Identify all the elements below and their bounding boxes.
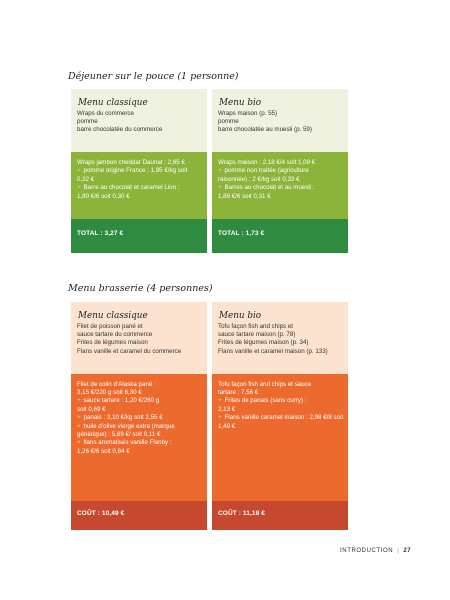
page-number: 27 — [403, 548, 412, 554]
section-title-brasserie: Menu brasserie (4 personnes) — [68, 283, 213, 294]
section-title-dejeuner: Déjeuner sur le pouce (1 personne) — [68, 71, 239, 82]
menu-table-brasserie — [71, 302, 348, 530]
cost-line: + pomme non traitée (agriculture — [218, 167, 309, 175]
menu-description-cell — [71, 89, 207, 152]
menu-item: barre chocolatée du commerce — [77, 126, 163, 134]
cost-line: + pomme origine France : 1,95 €/kg soit — [77, 167, 188, 175]
plus-icon: + — [77, 183, 81, 191]
cost-line: + Flans vanille caramel maison : 2,98 €/8 soit — [218, 414, 344, 422]
menu-item: Flans vanille et caramel du commerce — [77, 347, 182, 355]
menu-name: Menu bio — [219, 311, 262, 321]
menu-total-cell — [71, 501, 207, 530]
plus-icon: + — [77, 439, 81, 447]
cost-line: générique) : 5,89 €/ soit 0,11 € — [77, 431, 161, 439]
column-bio — [212, 89, 348, 253]
menu-cost-cell — [71, 374, 207, 501]
cost-line: soit 0,69 € — [77, 405, 106, 413]
plus-icon: + — [77, 414, 81, 422]
menu-description-cell — [71, 302, 207, 374]
cost-line: 1,26 €/6 soit 0,84 € — [77, 448, 130, 456]
plus-icon: + — [218, 414, 222, 422]
menu-item: Wraps maison (p. 55) — [218, 110, 278, 118]
cost-line: 1,49 € — [218, 422, 236, 430]
cost-line: + Barre au chocolat et caramel Lion : — [77, 183, 180, 191]
menu-total: COÛT : 10,49 € — [77, 510, 125, 517]
menu-item: Flans vanille et caramel maison (p. 133) — [218, 347, 328, 355]
menu-name: Menu classique — [78, 98, 148, 108]
menu-item: barre chocolatée au muesli (p. 59) — [218, 126, 312, 134]
cost-line: tartare : 7,56 € — [218, 389, 259, 397]
menu-name: Menu classique — [78, 311, 148, 321]
menu-cost-cell — [212, 374, 348, 501]
cost-line: 1,80 €/6 soit 0,30 € — [77, 192, 130, 200]
menu-total-cell — [212, 219, 348, 253]
menu-item: sauce tartare maison (p. 78) — [218, 331, 296, 339]
menu-item: Wraps du commerce — [77, 110, 134, 118]
footer-label: INTRODUCTION — [340, 548, 394, 554]
menu-total-cell — [212, 501, 348, 530]
menu-item: Frites de légumes maison — [77, 339, 148, 347]
column-classic — [71, 89, 207, 253]
menu-total: TOTAL : 1,73 € — [218, 230, 265, 237]
menu-table-dejeuner — [71, 89, 348, 253]
menu-description-cell — [212, 302, 348, 374]
menu-name: Menu bio — [219, 98, 262, 108]
menu-cost-cell — [212, 152, 348, 219]
menu-item: pomme — [218, 118, 239, 126]
cost-line: + sauce tartare : 1,20 €/260 g — [77, 397, 160, 405]
cost-line: Tofu façon fish and chips et sauce — [218, 381, 312, 388]
cost-line: + Barres au chocolat et au muesli : — [218, 183, 315, 191]
plus-icon: + — [218, 167, 222, 175]
column-classic — [71, 302, 207, 530]
menu-total-cell — [71, 219, 207, 253]
menu-description-cell — [212, 89, 348, 152]
plus-icon: + — [77, 397, 81, 405]
cost-line: 2,13 € — [218, 405, 236, 413]
cost-line: Wraps jambon cheddar Daunat : 2,65 € — [77, 159, 185, 166]
menu-item: sauce tartare du commerce — [77, 331, 153, 339]
cost-line: 3,15 €/220 g soit 6,30 € — [77, 389, 142, 397]
menu-item: Tofu façon fish and chips et — [218, 323, 293, 331]
menu-cost-cell — [71, 152, 207, 219]
cost-line: Wraps maison : 2,18 €/4 soit 1,09 € — [218, 159, 316, 166]
cost-line: Filet de colin d’Alaska pané : — [77, 381, 156, 388]
cost-line: + Frites de panais (sans curry) : — [218, 397, 307, 405]
footer-separator: | — [397, 548, 400, 554]
plus-icon: + — [77, 422, 81, 430]
cost-line: raisonnée) : 2 €/kg soit 0,33 € — [218, 175, 300, 183]
plus-icon: + — [77, 167, 81, 175]
cost-line: 1,89 €/6 soit 0,31 € — [218, 192, 271, 200]
plus-icon: + — [218, 183, 222, 191]
cost-line: + huile d’olive vierge extra (marque — [77, 422, 175, 430]
menu-total: COÛT : 11,18 € — [218, 510, 265, 517]
menu-item: Filet de poisson pané et — [77, 323, 143, 331]
menu-total: TOTAL : 3,27 € — [77, 230, 124, 237]
column-bio — [212, 302, 348, 530]
menu-item: Frites de légumes maison (p. 34) — [218, 339, 309, 347]
cost-line: + flans aromatisés vanille Flanby : — [77, 439, 172, 447]
cost-line: 0,32 € — [77, 175, 95, 183]
cost-line: + panais : 3,10 €/kg soit 2,55 € — [77, 414, 163, 422]
menu-item: pomme — [77, 118, 98, 126]
plus-icon: + — [218, 397, 222, 405]
page-footer — [340, 548, 412, 554]
